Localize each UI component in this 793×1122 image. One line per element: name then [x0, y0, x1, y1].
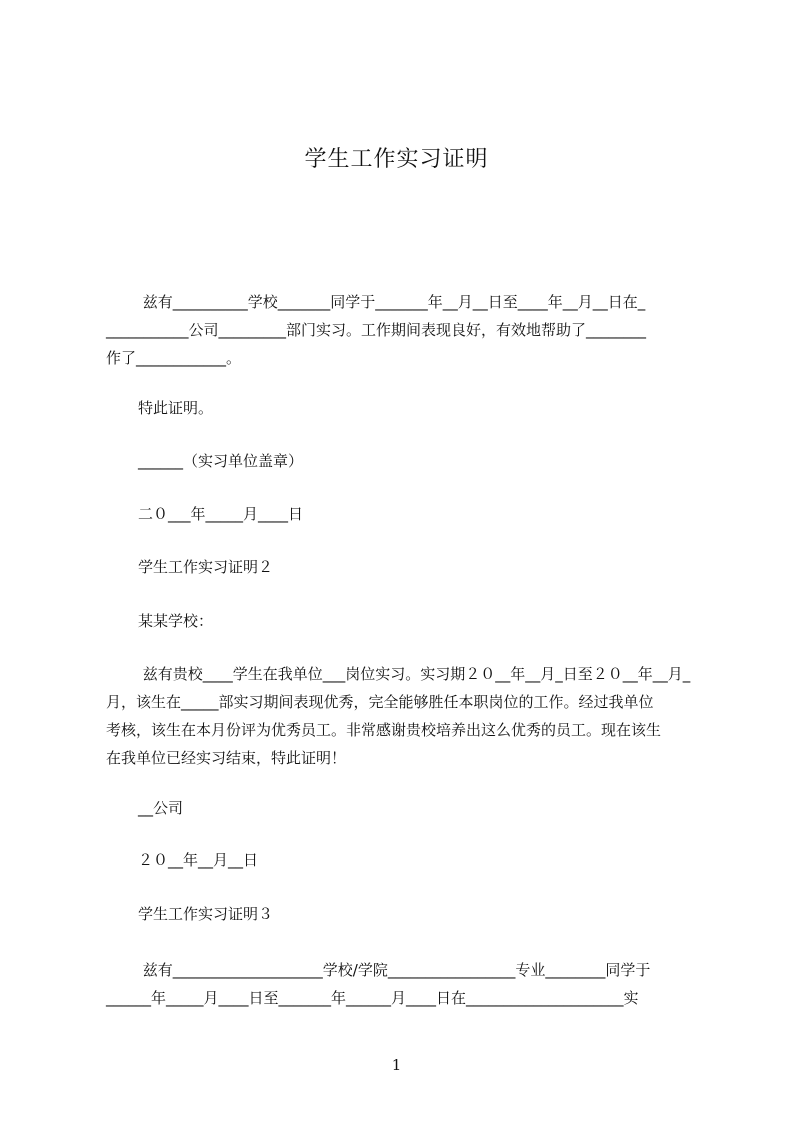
salutation: 某某学校：	[138, 612, 214, 630]
paragraph-line: 兹有贵校____学生在我单位___岗位实习。实习期２０__年__月_日至２０__年__月_	[138, 665, 691, 683]
paragraph-line: 兹有____________________学校/学院_________________专业________同学于	[138, 961, 651, 979]
paragraph-school-internship	[106, 956, 700, 1012]
date-line-2: ２０__年__月__日	[138, 851, 259, 869]
paragraph-internship-certificate	[106, 288, 700, 372]
company-signature: __公司	[138, 799, 184, 817]
certification-statement: 特此证明。	[138, 399, 214, 417]
page-number: 1	[391, 1056, 402, 1074]
paragraph-line: ___________公司_________部门实习。工作期间表现良好，有效地帮助了________	[106, 321, 647, 339]
paragraph-line: ______年_____月____日至_______年______月____日在_____________________实	[106, 989, 639, 1007]
paragraph-line: 作了____________。	[106, 349, 242, 367]
paragraph-line: 兹有__________学校_______同学于_______年__月__日至____年__月__日在_	[138, 293, 646, 311]
paragraph-excellent-intern	[106, 660, 700, 772]
paragraph-line: 月，该生在_____部实习期间表现优秀，完全能够胜任本职岗位的工作。经过我单位	[106, 693, 654, 711]
section-heading-2: 学生工作实习证明２	[138, 558, 274, 576]
paragraph-line: 在我单位已经实习结束，特此证明！	[106, 749, 347, 767]
company-seal-line: ______（实习单位盖章）	[138, 452, 304, 470]
document-title: 学生工作实习证明	[304, 147, 489, 172]
section-heading-3: 学生工作实习证明３	[138, 905, 274, 923]
paragraph-line: 考核，该生在本月份评为优秀员工。非常感谢贵校培养出这么优秀的员工。现在该生	[106, 721, 662, 739]
date-line: 二０___年_____月____日	[138, 505, 304, 523]
